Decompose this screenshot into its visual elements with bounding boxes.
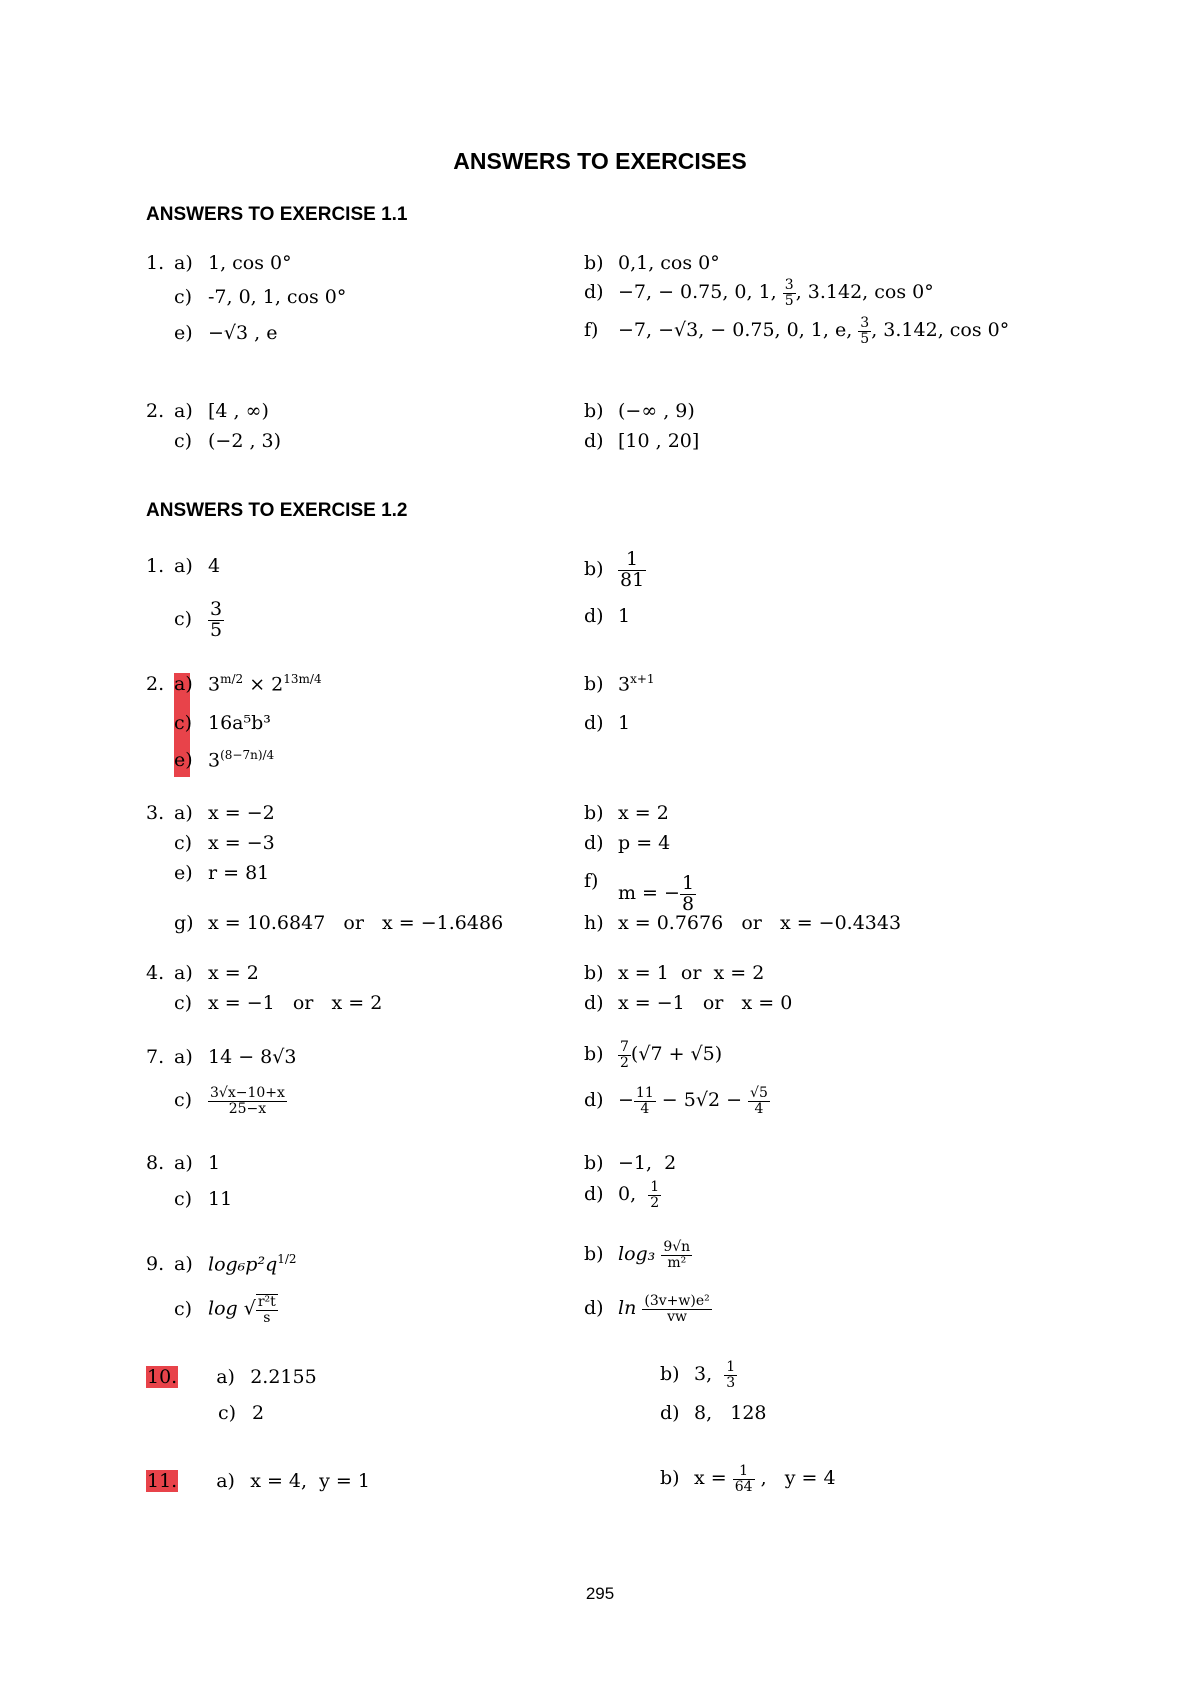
ex11-q1-a: 1. a) 1, cos 0°	[146, 252, 292, 274]
ex12-q3-d: d) p = 4	[584, 832, 671, 854]
ex12-q4-c: c) x = −1 or x = 2	[174, 992, 383, 1014]
ex12-q4-d: d) x = −1 or x = 0	[584, 992, 793, 1014]
ex12-q2-d: d) 1	[584, 712, 631, 734]
ex12-q4-a: 4. a) x = 2	[146, 962, 259, 984]
ex12-q11-b: b) x = $\frac{1}{64}$ , y = 4	[660, 1463, 836, 1495]
ex12-q8-b: b) −1, 2	[584, 1152, 677, 1174]
ex12-q10-c: c) 2	[218, 1402, 265, 1424]
ex12-q3-g: g) x = 10.6847 or x = −1.6486	[174, 912, 504, 934]
ex12-q7-c: c) $\frac{3√x-10+x}{25-x}$	[174, 1085, 285, 1117]
ex12-q2-c: c) 16a⁵b³	[174, 712, 271, 734]
ex12-q10-a: 10. a) 2.2155	[147, 1366, 317, 1388]
ex11-q1-f: f) −7, −√3, − 0.75, 0, 1, e, $\frac{3}{5}$ , 3.142, cos 0°	[584, 315, 1010, 347]
ex12-q1-b: b) $\frac{1}{81}$	[584, 548, 645, 591]
ex12-q1-d: d) 1	[584, 605, 631, 627]
question-number: 1.	[146, 252, 165, 274]
ex12-q1-c: c) $\frac{3}{5}$	[174, 598, 223, 641]
ex11-q1-c: c) -7, 0, 1, cos 0°	[174, 286, 347, 308]
ex12-q9-a: 9. a) $\log_6p^2q^{1/2}$	[146, 1252, 297, 1276]
page-title: ANSWERS TO EXERCISES	[453, 148, 747, 174]
ex12-q10-b: b) 3, $\frac{1}{3}$	[660, 1359, 736, 1391]
ex11-q2-c: c) (−2 , 3)	[174, 430, 282, 452]
section-heading-1-1: ANSWERS TO EXERCISE 1.1	[146, 204, 408, 225]
ex12-q10-d: d) 8, 128	[660, 1402, 767, 1424]
ex12-q8-a: 8. a) 1	[146, 1152, 221, 1174]
ex12-q9-c: c) log √ $\frac{\text{r²t}}{s}$	[174, 1294, 276, 1326]
ex12-q9-d: d) ln $\frac{\text{(3v+w)e²}}{vw}$	[584, 1293, 710, 1325]
ex11-q1-d: d) −7, − 0.75, 0, 1, $\frac{3}{5}$ , 3.142, cos 0°	[584, 277, 934, 309]
ex12-q4-b: b) x = 1 or x = 2	[584, 962, 765, 984]
ex11-q2-a: 2. a) [4 , ∞)	[146, 400, 269, 422]
ex12-q11-a: 11. a) x = 4, y = 1	[147, 1470, 370, 1492]
ex12-q9-b: b) log₃ $\frac{9√n}{\text{m²}}$	[584, 1239, 691, 1271]
ex12-q3-e: e) r = 81	[174, 862, 270, 884]
ex12-q7-a: 7. a) 14 − 8√3	[146, 1046, 297, 1068]
ex12-q1-a: 1. a) 4	[146, 555, 221, 577]
ex12-q3-h: h) x = 0.7676 or x = −0.4343	[584, 912, 902, 934]
ex12-q3-a: 3. a) x = −2	[146, 802, 275, 824]
ex12-q8-d: d) 0, $\frac{1}{2}$	[584, 1179, 660, 1211]
ex11-q2-b: b) (−∞ , 9)	[584, 400, 695, 422]
ex12-q2-b: b) $3^{x+1}$	[584, 672, 655, 696]
ex12-q3-b: b) x = 2	[584, 802, 669, 824]
ex12-q7-b: b) $\frac{7}{2}$ (√7 + √5)	[584, 1039, 723, 1071]
ex12-q3-c: c) x = −3	[174, 832, 275, 854]
question-number-highlight: 10.	[147, 1366, 178, 1388]
section-heading-1-2: ANSWERS TO EXERCISE 1.2	[146, 500, 408, 521]
ex11-q1-e: e) −√3 , e	[174, 322, 278, 344]
ex12-q2-a: 2. a) $3^{m/2} \times 2^{13m/4}$	[146, 672, 322, 696]
page-number: 295	[585, 1584, 615, 1603]
ex12-q3-f: f)m = − $\frac{1}{8}$	[584, 870, 695, 915]
ex12-q7-d: d) − $\frac{11}{4}$ − 5√2 − $\frac{√5}{4}$	[584, 1085, 768, 1117]
ex11-q2-d: d) [10 , 20]	[584, 430, 700, 452]
ex12-q2-e: e) $3^{(8-7n)/4}$	[174, 748, 275, 772]
question-number-highlight: 11.	[147, 1470, 178, 1492]
ex12-q8-c: c) 11	[174, 1188, 233, 1210]
ex11-q1-b: b) 0,1, cos 0°	[584, 252, 720, 274]
